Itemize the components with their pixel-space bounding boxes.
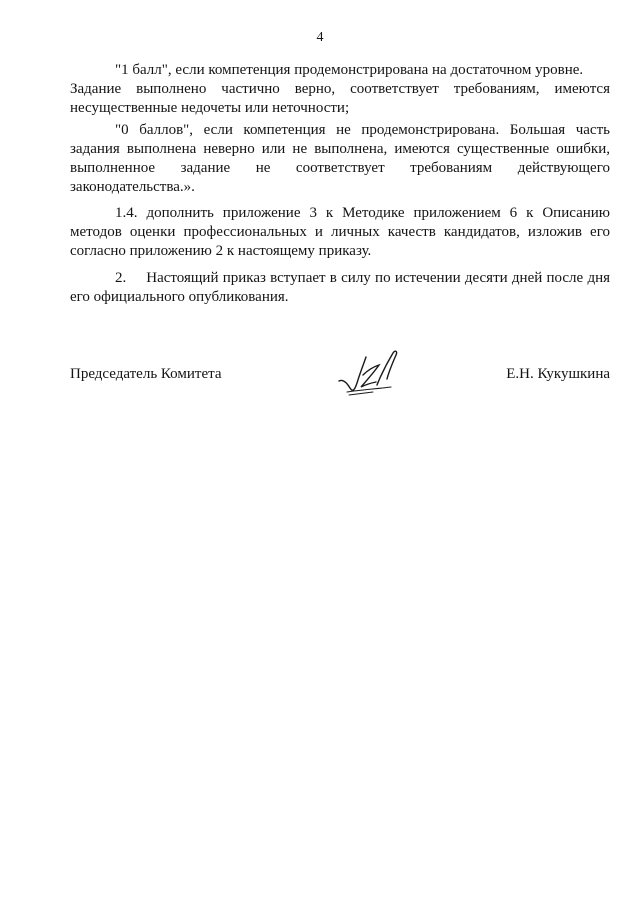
paragraph-text: 1.4. дополнить приложение 3 к Методике приложением 6 к Описанию методов оценки профессиональных и личных качеств кандидатов, изложив его согласно приложению 2 к настоящему приказу.: [70, 205, 610, 259]
paragraph-item-1-4: [70, 204, 610, 261]
paragraph-item-2: [70, 269, 610, 307]
paragraph-zero-points-score: [70, 121, 610, 197]
paragraph-text: "0 баллов", если компетенция не продемонстрирована. Большая часть задания выполнена неверно или не выполнена, имеются существенные ошибки, выполненное задание не соответствует требованиям действующего законодательства.».: [70, 122, 610, 195]
paragraph-text: [70, 269, 610, 307]
paragraph-one-point-score: [70, 61, 610, 118]
signatory-name: Е.Н. Кукушкина: [506, 366, 610, 382]
paragraph-line: Задание выполнено частично верно, соответствует требованиям, имеются несущественные недочеты или неточности;: [70, 81, 610, 116]
paragraph-body: Настоящий приказ вступает в силу по истечении десяти дней после дня его официального опубликования.: [70, 270, 610, 305]
paragraph-number: 2.: [115, 270, 127, 286]
handwritten-signature: [335, 345, 405, 400]
page-number: 4: [316, 30, 324, 45]
signatory-title: Председатель Комитета: [70, 366, 222, 382]
paragraph-line: "1 балл", если компетенция продемонстрирована на достаточном уровне.: [115, 62, 584, 78]
signature-icon: [335, 345, 405, 400]
